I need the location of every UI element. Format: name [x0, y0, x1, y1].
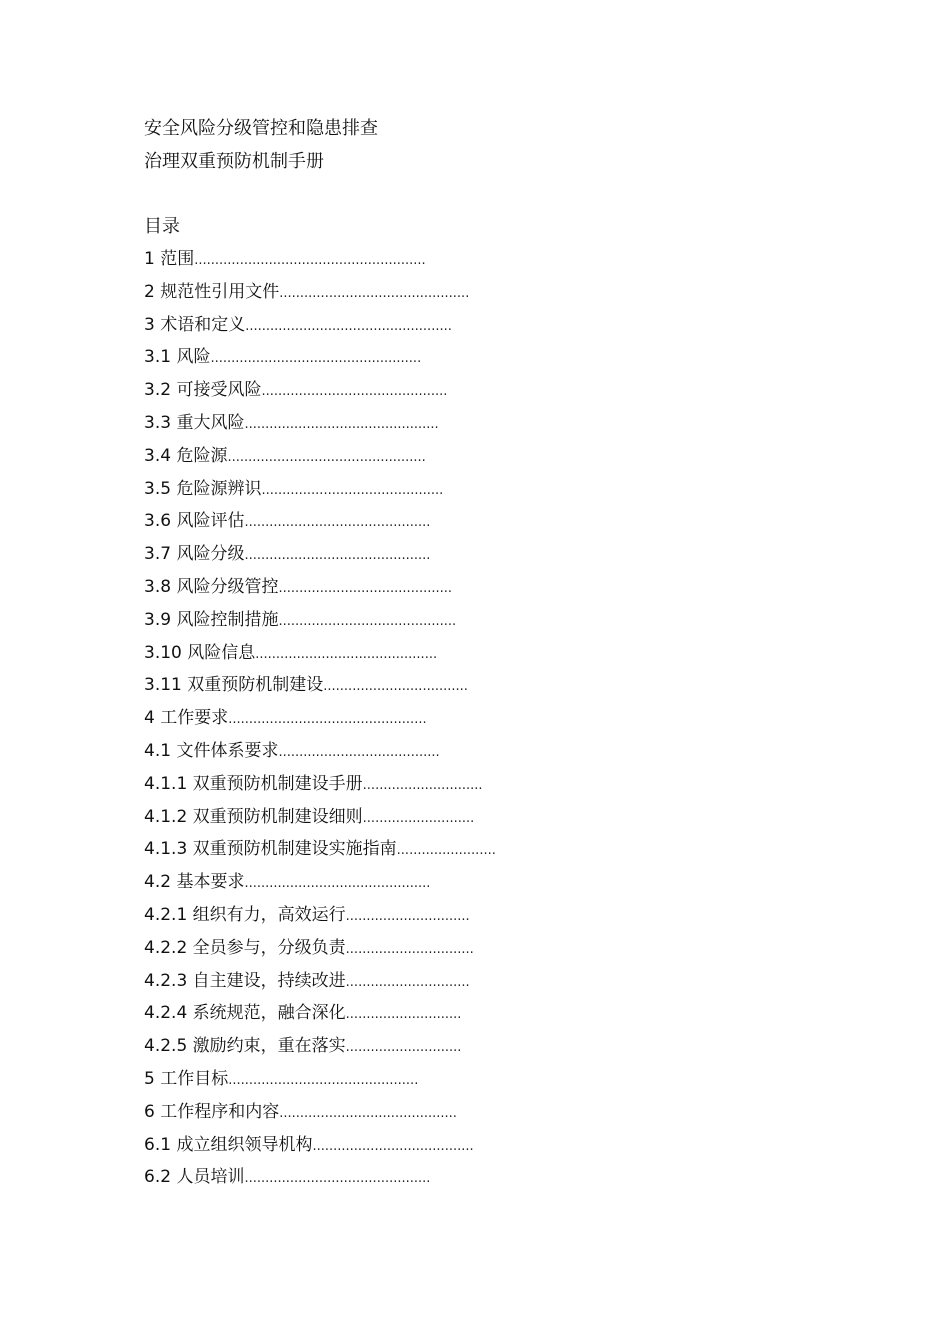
toc-leader-dots: ...........................................	[279, 1105, 457, 1121]
toc-entry-label: 3.10 风险信息	[144, 642, 256, 663]
toc-entry[interactable]	[144, 440, 844, 473]
toc-entry-label: 2 规范性引用文件	[144, 281, 280, 302]
document-title-line-1: 安全风险分级管控和隐患排查	[144, 118, 378, 139]
toc-entry-label: 3.7 风险分级	[144, 544, 245, 565]
toc-entry[interactable]	[144, 243, 844, 276]
toc-entry-label: 4.2.4 系统规范，融合深化	[144, 1003, 346, 1024]
toc-entry[interactable]	[144, 997, 844, 1030]
toc-leader-dots: ..............................	[345, 908, 470, 924]
toc-entry[interactable]	[144, 571, 844, 604]
toc-entry[interactable]	[144, 833, 844, 866]
document-title-line-2: 治理双重预防机制手册	[144, 151, 324, 172]
toc-entry[interactable]	[144, 866, 844, 899]
toc-leader-dots: ...........................................	[278, 613, 457, 629]
toc-entry-label: 3.9 风险控制措施	[144, 609, 279, 630]
toc-entry[interactable]	[144, 604, 844, 637]
toc-leader-dots: .......................................	[278, 744, 440, 760]
toc-entry[interactable]	[144, 702, 844, 735]
toc-entry-label: 4.2.2 全员参与，分级负责	[144, 937, 346, 958]
toc-entry-label: 3.11 双重预防机制建设	[144, 675, 324, 696]
toc-leader-dots: ............................................	[255, 646, 438, 662]
toc-leader-dots: ............................	[345, 1007, 462, 1023]
toc-entry[interactable]	[144, 735, 844, 768]
table-of-contents	[144, 243, 844, 1194]
toc-entry-label: 3.5 危险源辨识	[144, 478, 262, 499]
toc-leader-dots: .............................................	[261, 384, 448, 400]
toc-leader-dots: ...........................	[362, 810, 475, 826]
toc-leader-dots: ...................................	[323, 679, 468, 695]
toc-entry-label: 6.2 人员培训	[144, 1167, 245, 1188]
toc-entry-label: 4.2.1 组织有力，高效运行	[144, 904, 346, 925]
toc-leader-dots: ................................................	[228, 712, 427, 728]
toc-leader-dots: ............................	[345, 1040, 462, 1056]
toc-entry[interactable]	[144, 505, 844, 538]
toc-entry[interactable]	[144, 899, 844, 932]
toc-entry-label: 3.2 可接受风险	[144, 380, 262, 401]
toc-entry[interactable]	[144, 669, 844, 702]
toc-entry[interactable]	[144, 341, 844, 374]
toc-leader-dots: .............................................	[244, 548, 431, 564]
toc-entry-label: 4.1.2 双重预防机制建设细则	[144, 806, 363, 827]
toc-entry-label: 3.3 重大风险	[144, 412, 245, 433]
toc-entry[interactable]	[144, 1030, 844, 1063]
toc-leader-dots: ..................................................	[245, 318, 452, 334]
toc-entry[interactable]	[144, 407, 844, 440]
toc-entry-label: 4.2.3 自主建设，持续改进	[144, 970, 346, 991]
toc-leader-dots: ..............................................	[279, 285, 470, 301]
toc-leader-dots: .............................................	[244, 515, 431, 531]
toc-entry[interactable]	[144, 768, 844, 801]
toc-leader-dots: .............................	[362, 777, 483, 793]
toc-entry-label: 3.8 风险分级管控	[144, 576, 279, 597]
toc-entry[interactable]	[144, 1129, 844, 1162]
toc-leader-dots: ........................................................	[194, 253, 426, 268]
toc-entry-label: 4.2.5 激励约束，重在落实	[144, 1036, 346, 1057]
toc-leader-dots: ..............................................	[228, 1072, 419, 1088]
toc-leader-dots: ...............................................	[244, 416, 439, 432]
toc-entry[interactable]	[144, 965, 844, 998]
toc-leader-dots: .............................................	[244, 1171, 431, 1187]
toc-entry-label: 3.1 风险	[144, 347, 211, 368]
toc-entry[interactable]	[144, 801, 844, 834]
toc-entry[interactable]	[144, 374, 844, 407]
toc-entry[interactable]	[144, 637, 844, 670]
toc-entry-label: 4.2 基本要求	[144, 872, 245, 893]
toc-entry-label: 4.1 文件体系要求	[144, 740, 279, 761]
toc-leader-dots: ..............................	[345, 974, 470, 990]
toc-entry[interactable]	[144, 932, 844, 965]
toc-entry[interactable]	[144, 473, 844, 506]
toc-leader-dots: .......................................	[312, 1138, 474, 1154]
document-page	[144, 112, 844, 1194]
toc-entry[interactable]	[144, 1161, 844, 1194]
toc-leader-dots: ............................................	[261, 482, 444, 498]
toc-leader-dots: .............................................	[244, 876, 431, 892]
toc-entry-label: 6.1 成立组织领导机构	[144, 1134, 313, 1155]
toc-heading: 目录	[144, 216, 180, 237]
toc-leader-dots: ................................................	[227, 449, 426, 465]
toc-entry-label: 4 工作要求	[144, 708, 229, 729]
toc-entry-label: 3.4 危险源	[144, 445, 228, 466]
toc-entry[interactable]	[144, 1096, 844, 1129]
toc-entry-label: 6 工作程序和内容	[144, 1101, 280, 1122]
toc-leader-dots: ........................	[396, 843, 496, 859]
toc-entry-label: 5 工作目标	[144, 1068, 229, 1089]
toc-entry-label: 4.1.3 双重预防机制建设实施指南	[144, 839, 397, 860]
toc-leader-dots: ..........................................	[278, 580, 453, 596]
toc-leader-dots: ...................................................	[210, 351, 422, 367]
toc-entry-label: 1 范围	[144, 249, 195, 269]
toc-entry[interactable]	[144, 538, 844, 571]
toc-entry-label: 4.1.1 双重预防机制建设手册	[144, 773, 363, 794]
toc-entry[interactable]	[144, 1063, 844, 1096]
toc-entry[interactable]	[144, 276, 844, 309]
toc-entry[interactable]	[144, 309, 844, 342]
toc-entry-label: 3.6 风险评估	[144, 511, 245, 532]
title-spacer	[144, 178, 844, 210]
toc-entry-label: 3 术语和定义	[144, 314, 246, 335]
toc-leader-dots: ...............................	[345, 941, 474, 957]
